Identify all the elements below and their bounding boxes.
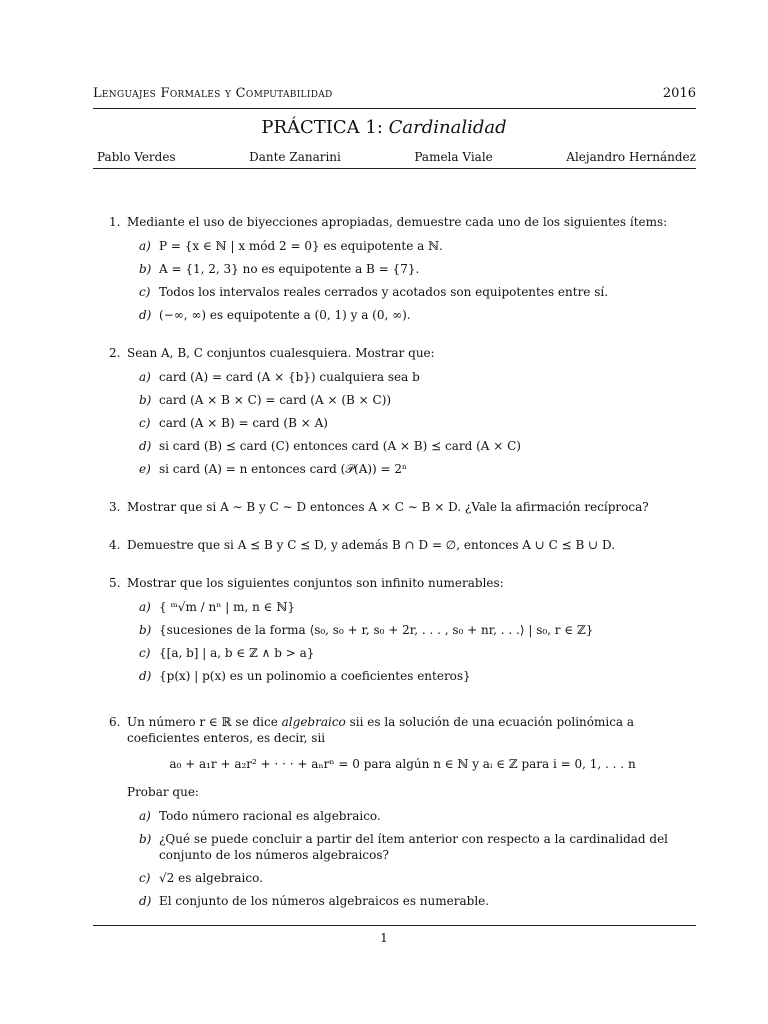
list-item [139,645,696,661]
course-name: Lenguajes Formales y Computabilidad [93,86,333,101]
item-text: Todos los intervalos reales cerrados y acotados son equipotentes entre sí. [159,285,609,299]
problem-list [109,214,696,931]
item-label: d) [139,669,152,683]
problem-text: Mostrar que si A ∼ B y C ∼ D entonces A × C ∼ B × D. ¿Vale la afirmación recíproca? [127,500,649,514]
item-text: Todo número racional es algebraico. [159,809,381,823]
year: 2016 [662,86,696,101]
problem-2 [109,345,696,477]
problem-number: 5. [109,576,121,590]
list-item [139,369,696,385]
list-item [139,284,696,300]
authors-row [97,150,696,164]
author: Pablo Verdes [97,150,176,164]
list-item [139,831,696,863]
item-label: d) [139,308,152,322]
item-label: d) [139,439,152,453]
problem-5 [109,575,696,684]
item-label: b) [139,832,152,846]
item-text: card (A) = card (A × {b}) cualquiera sea b [159,370,420,384]
list-item [139,261,696,277]
item-label: b) [139,393,152,407]
item-label: a) [139,239,151,253]
text-part: Un número r ∈ ℝ se dice [127,715,282,729]
problem-number: 1. [109,215,121,229]
problem-text: Demuestre que si A ⪯ B y C ⪯ D, y además B ∩ D = ∅, entonces A ∪ C ⪯ B ∪ D. [127,538,616,552]
problem-1 [109,214,696,323]
page-header [93,86,696,101]
item-list [109,238,696,323]
list-item [139,438,696,454]
header-rule [93,108,696,109]
page-title [0,117,768,138]
item-text: si card (B) ⪯ card (C) entonces card (A × B) ⪯ card (A × C) [159,439,521,453]
item-text: A = {1, 2, 3} no es equipotente a B = {7}. [159,262,420,276]
item-label: c) [139,646,151,660]
list-item [139,392,696,408]
title-main: PRÁCTICA 1: [261,117,383,138]
title-subtitle: Cardinalidad [388,117,507,138]
item-text: {[a, b] | a, b ∈ ℤ ∧ b > a} [159,646,315,660]
text-part: sii es la solución de una ecuación polinómica a coeficientes enteros, es decir, sii [127,715,635,745]
problem-4 [109,537,696,553]
problem-text: Mostrar que los siguientes conjuntos son infinito numerables: [127,576,504,590]
problem-3 [109,499,696,515]
item-text: El conjunto de los números algebraicos es numerable. [159,894,490,908]
item-text: {p(x) | p(x) es un polinomio a coeficientes enteros} [159,669,471,683]
problem-text: Mediante el uso de biyecciones apropiadas, demuestre cada uno de los siguientes ítems: [127,215,668,229]
item-list [109,808,696,909]
author: Dante Zanarini [249,150,341,164]
item-label: a) [139,809,151,823]
author: Alejandro Hernández [566,150,696,164]
emphasized-term: algebraico [281,715,346,729]
item-text: { ᵐ√m / nⁿ | m, n ∈ ℕ} [159,600,295,614]
item-label: a) [139,370,151,384]
problem-text: Sean A, B, C conjuntos cualesquiera. Mostrar que: [127,346,435,360]
author: Pamela Viale [414,150,493,164]
item-text: card (A × B) = card (B × A) [159,416,328,430]
list-item [139,415,696,431]
problem-number: 4. [109,538,121,552]
item-label: c) [139,285,151,299]
probar-label: Probar que: [127,785,199,799]
item-list [109,599,696,684]
list-item [139,238,696,254]
problem-number: 6. [109,715,121,729]
item-text: si card (A) = n entonces card (𝒫(A)) = 2ⁿ [159,462,408,476]
problem-text [127,714,696,746]
formula: a₀ + a₁r + a₂r² + · · · + aₙrⁿ = 0 para algún n ∈ ℕ y aᵢ ∈ ℤ para i = 0, 1, . . . n [169,757,636,771]
item-text: √2 es algebraico. [159,871,263,885]
item-label: c) [139,871,151,885]
item-text: ¿Qué se puede concluir a partir del ítem anterior con respecto a la cardinalidad del conjunto de los números algebraicos? [159,832,669,862]
problem-6 [109,714,696,909]
item-text: P = {x ∈ ℕ | x mód 2 = 0} es equipotente a ℕ. [159,239,443,253]
problem-number: 2. [109,346,121,360]
item-label: a) [139,600,151,614]
problem-number: 3. [109,500,121,514]
item-label: b) [139,623,152,637]
list-item [139,461,696,477]
list-item [139,808,696,824]
list-item [139,668,696,684]
footer-rule [93,925,696,926]
list-item [139,599,696,615]
authors-rule [93,168,696,169]
list-item [139,893,696,909]
list-item [139,622,696,638]
item-text: (−∞, ∞) es equipotente a (0, 1) y a (0, ∞). [159,308,411,322]
list-item [139,307,696,323]
item-text: {sucesiones de la forma ⟨s₀, s₀ + r, s₀ + 2r, . . . , s₀ + nr, . . .⟩ | s₀, r ∈ ℤ} [159,623,594,637]
item-list [109,369,696,477]
item-text: card (A × B × C) = card (A × (B × C)) [159,393,392,407]
item-label: c) [139,416,151,430]
list-item [139,870,696,886]
item-label: b) [139,262,152,276]
item-label: d) [139,894,152,908]
item-label: e) [139,462,151,476]
page-number: 1 [380,931,388,945]
